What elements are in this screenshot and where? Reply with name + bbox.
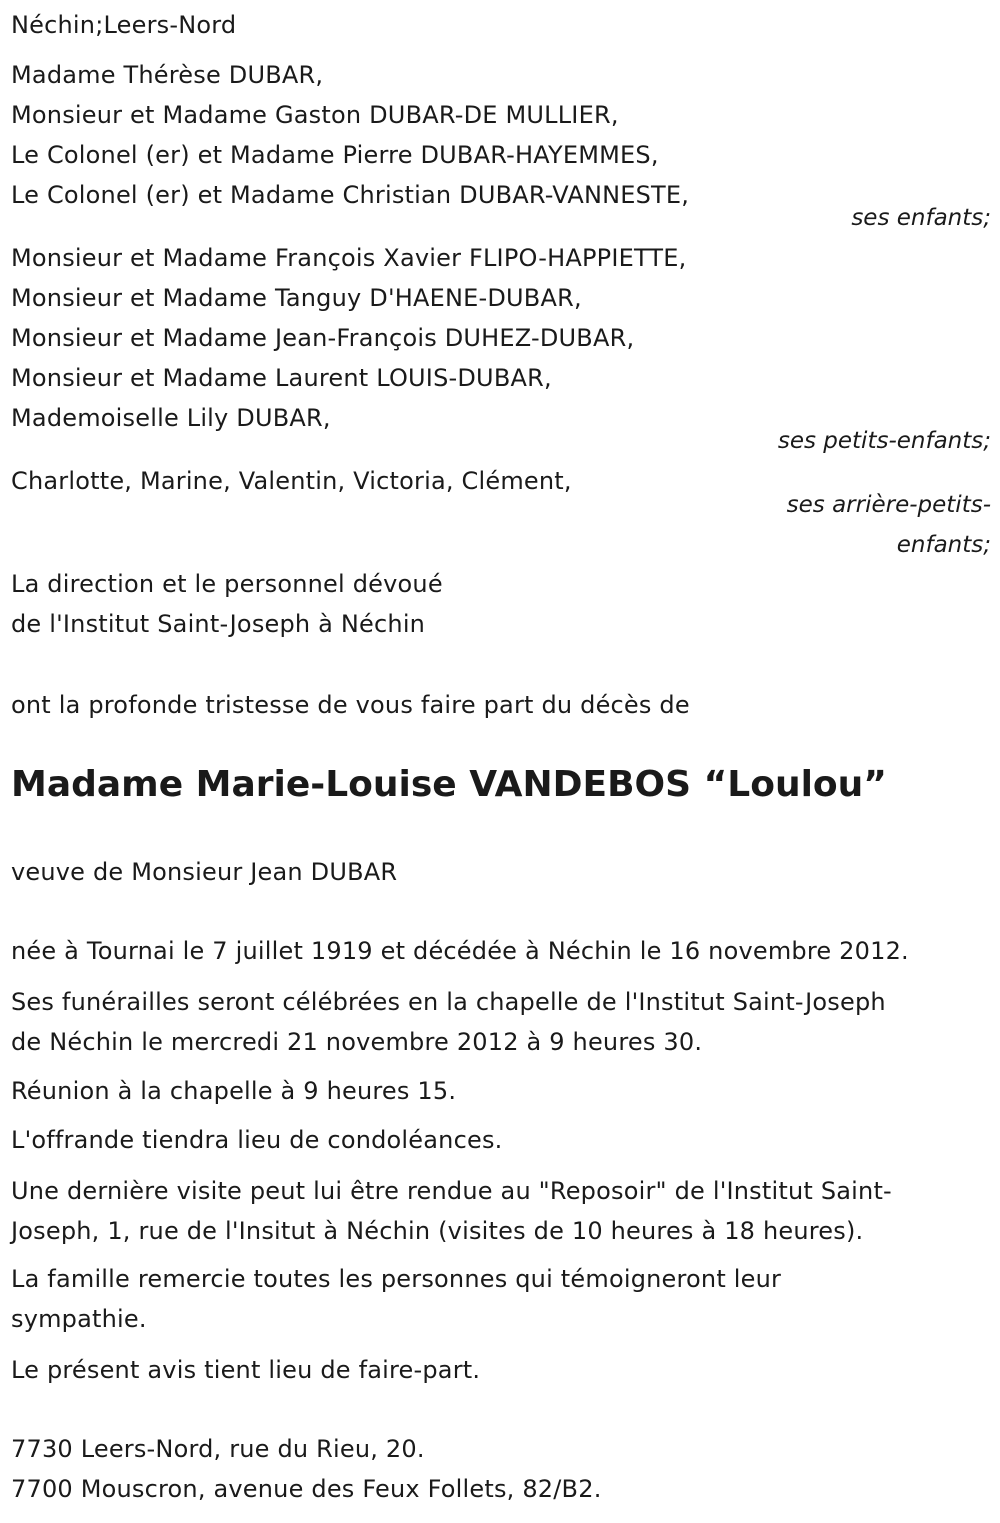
great-grandchildren-list: Charlotte, Marine, Valentin, Victoria, Clément,: [11, 467, 572, 495]
grandchild-entry: Monsieur et Madame François Xavier FLIPO-HAPPIETTE,: [11, 244, 687, 272]
child-entry: Le Colonel (er) et Madame Pierre DUBAR-HAYEMMES,: [11, 141, 659, 169]
grandchild-entry: Mademoiselle Lily DUBAR,: [11, 404, 331, 432]
address-line: 7730 Leers-Nord, rue du Rieu, 20.: [11, 1435, 425, 1463]
visit-line: Une dernière visite peut lui être rendue au "Reposoir" de l'Institut Saint-: [11, 1177, 892, 1205]
institute-line: de l'Institut Saint-Joseph à Néchin: [11, 610, 426, 638]
location: Néchin;Leers-Nord: [11, 11, 237, 39]
meeting-time: Réunion à la chapelle à 9 heures 15.: [11, 1077, 457, 1105]
children-label: ses enfants;: [851, 205, 991, 231]
institute-line: La direction et le personnel dévoué: [11, 570, 443, 598]
deceased-name: Madame Marie-Louise VANDEBOS “Loulou”: [11, 764, 887, 805]
grandchild-entry: Monsieur et Madame Jean-François DUHEZ-DUBAR,: [11, 324, 635, 352]
great-grandchildren-label-cont: enfants;: [896, 532, 991, 558]
notice-line: Le présent avis tient lieu de faire-part.: [11, 1356, 481, 1384]
children-list: [11, 55, 991, 215]
funeral-line: de Néchin le mercredi 21 novembre 2012 à 9 heures 30.: [11, 1028, 703, 1056]
offering-note: L'offrande tiendra lieu de condoléances.: [11, 1126, 503, 1154]
child-entry: Le Colonel (er) et Madame Christian DUBAR-VANNESTE,: [11, 181, 690, 209]
great-grandchildren-label: ses arrière-petits-: [786, 492, 991, 518]
funeral-details: [11, 982, 991, 1062]
visit-line: Joseph, 1, rue de l'Insitut à Néchin (visites de 10 heures à 18 heures).: [11, 1217, 864, 1245]
announcement: ont la profonde tristesse de vous faire part du décès de: [11, 691, 690, 719]
grandchildren-label: ses petits-enfants;: [777, 428, 991, 454]
child-entry: Madame Thérèse DUBAR,: [11, 61, 324, 89]
grandchild-entry: Monsieur et Madame Laurent LOUIS-DUBAR,: [11, 364, 552, 392]
child-entry: Monsieur et Madame Gaston DUBAR-DE MULLIER,: [11, 101, 619, 129]
visit-details: [11, 1171, 991, 1251]
thanks-line: sympathie.: [11, 1305, 147, 1333]
address-line: 7700 Mouscron, avenue des Feux Follets, 82/B2.: [11, 1475, 602, 1503]
grandchild-entry: Monsieur et Madame Tanguy D'HAENE-DUBAR,: [11, 284, 582, 312]
funeral-line: Ses funérailles seront célébrées en la chapelle de l'Institut Saint-Joseph: [11, 988, 886, 1016]
addresses: [11, 1429, 991, 1509]
thanks-block: [11, 1259, 991, 1339]
birth-death: née à Tournai le 7 juillet 1919 et décédée à Néchin le 16 novembre 2012.: [11, 937, 909, 965]
institute-block: [11, 564, 991, 644]
thanks-line: La famille remercie toutes les personnes qui témoigneront leur: [11, 1265, 782, 1293]
widow-of: veuve de Monsieur Jean DUBAR: [11, 858, 398, 886]
grandchildren-list: [11, 238, 991, 438]
